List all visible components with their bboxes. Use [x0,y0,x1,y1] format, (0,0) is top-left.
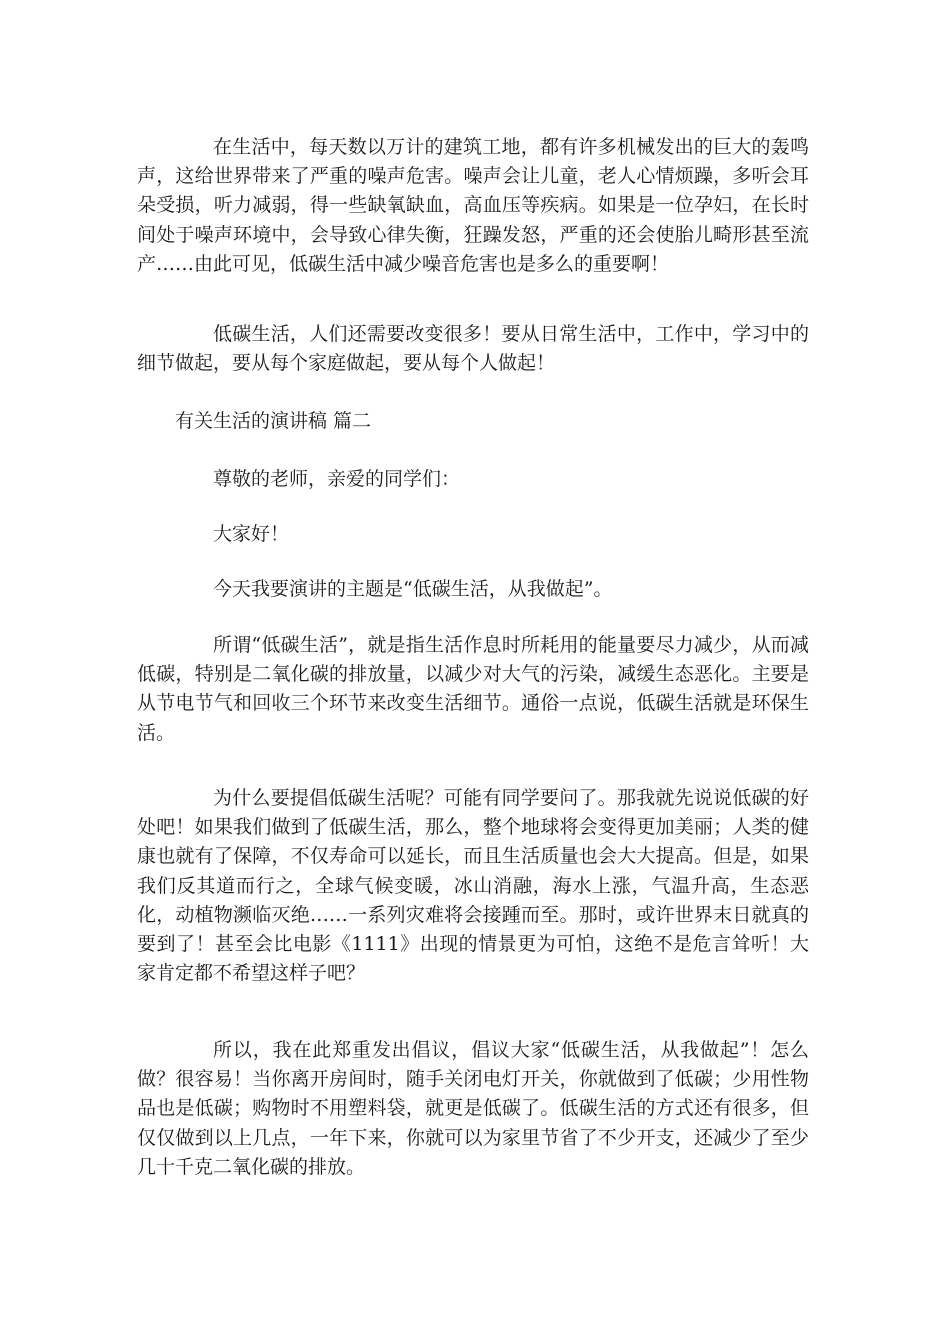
paragraph-proposal: 所以，我在此郑重发出倡议，倡议大家“低碳生活，从我做起”！怎么做？很容易！当你离开房间时，随手关闭电灯开关，你就做到了低碳；少用性物品也是低碳；购物时不用塑料袋，就更是低碳了。低碳生活的方式还有很多，但仅仅做到以上几点，一年下来，你就可以为家里节省了不少开支，还减少了至少几十千克二氧化碳的排放。 [137,1039,809,1178]
hello-line: 大家好！ [213,523,290,545]
paragraph-change-needed: 低碳生活，人们还需要改变很多！要从日常生活中，工作中，学习中的细节做起，要从每个家庭做起，要从每个人做起！ [137,323,809,375]
greeting-line: 尊敬的老师，亲爱的同学们： [213,468,461,490]
paragraph-noise-hazard: 在生活中，每天数以万计的建筑工地，都有许多机械发出的巨大的轰鸣声，这给世界带来了严重的噪声危害。噪声会让儿童，老人心情烦躁，多听会耳朵受损，听力减弱，得一些缺氧缺血，高血压等疾病。如果是一位孕妇，在长时间处于噪声环境中，会导致心律失衡，狂躁发怒，严重的还会使胎儿畸形甚至流产……由此可见，低碳生活中减少噪音危害也是多么的重要啊！ [137,136,809,275]
paragraph-definition: 所谓“低碳生活”，就是指生活作息时所耗用的能量要尽力减少，从而减低碳，特别是二氧化碳的排放量，以减少对大气的污染，减缓生态恶化。主要是从节电节气和回收三个环节来改变生活细节。通俗一点说，低碳生活就是环保生活。 [137,634,809,744]
topic-line: 今天我要演讲的主题是“低碳生活，从我做起”。 [213,578,613,600]
section-heading: 有关生活的演讲稿 篇二 [175,410,372,432]
paragraph-why-low-carbon: 为什么要提倡低碳生活呢？可能有同学要问了。那我就先说说低碳的好处吧！如果我们做到了低碳生活，那么，整个地球将会变得更加美丽；人类的健康也就有了保障，不仅寿命可以延长，而且生活质量也会大大提高。但是，如果我们反其道而行之，全球气候变暖，冰山消融，海水上涨，气温升高，生态恶化，动植物濒临灭绝……一系列灾难将会接踵而至。那时，或许世界末日就真的要到了！甚至会比电影《1111》出现的情景更为可怕，这绝不是危言耸听！大家肯定都不希望这样子吧？ [137,787,809,985]
